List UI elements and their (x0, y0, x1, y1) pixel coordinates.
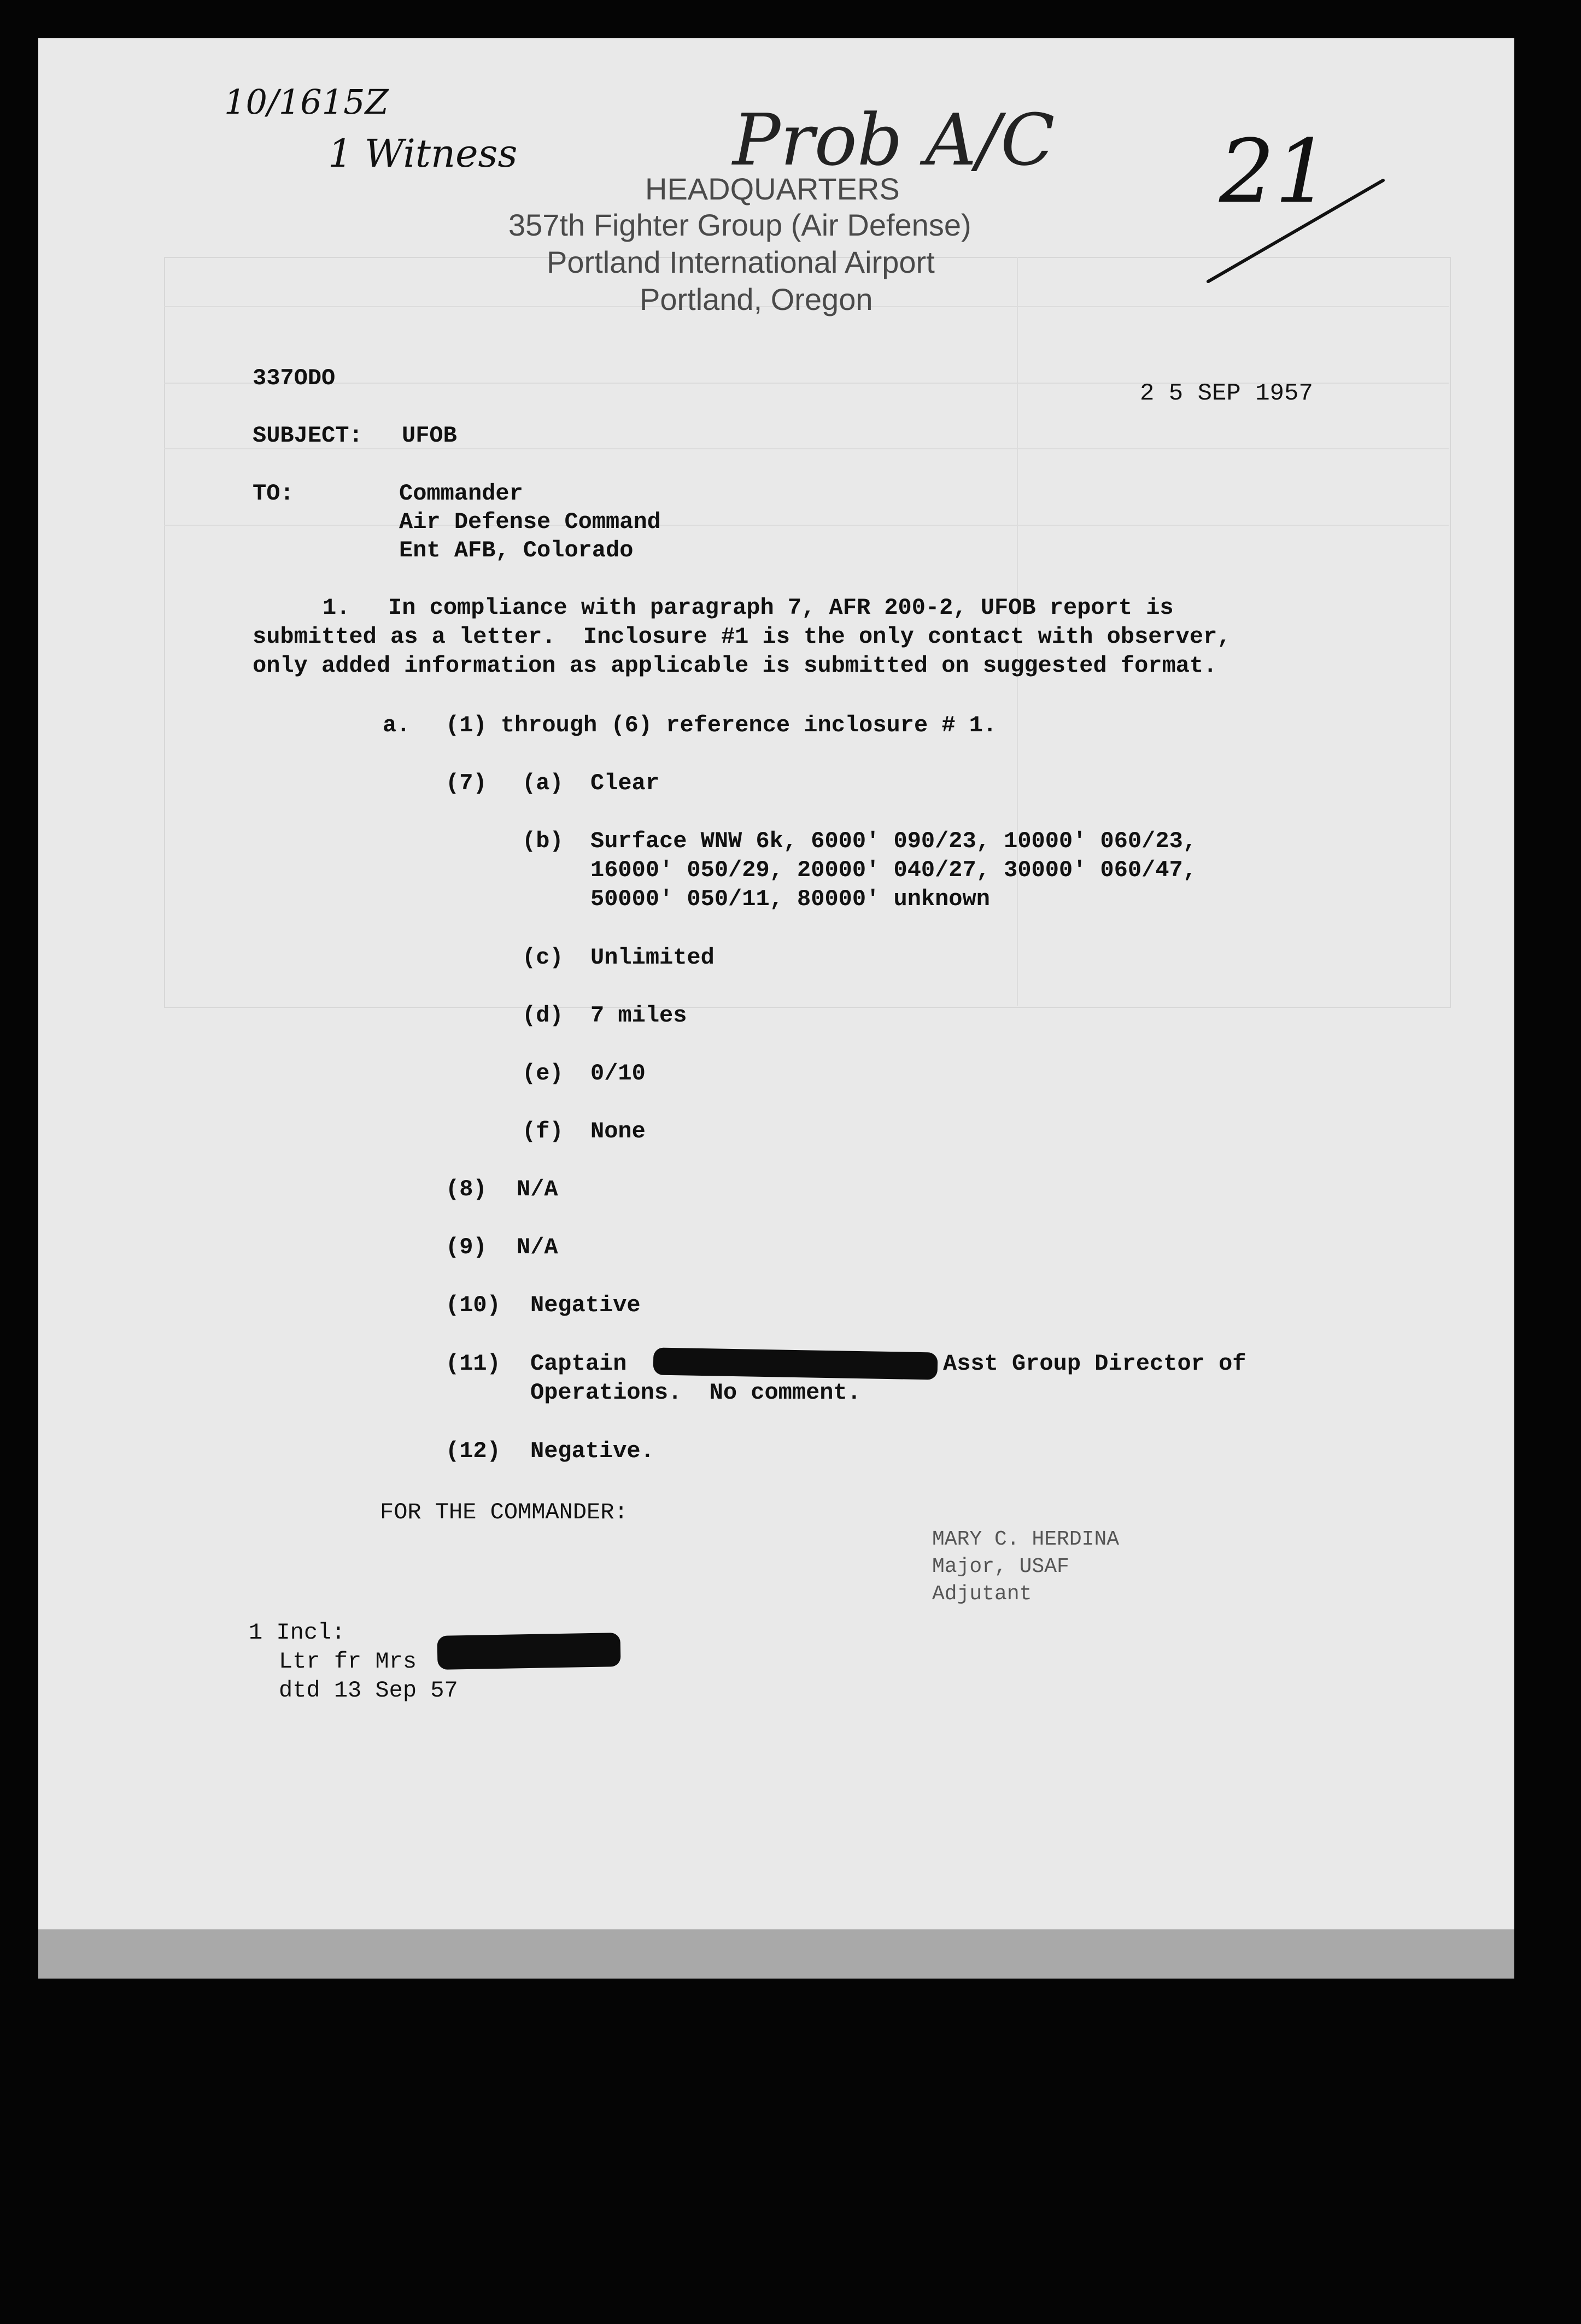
date-stamp: 2 5 SEP 1957 (1140, 380, 1313, 407)
page-shadow-edge (38, 1929, 1514, 1979)
letterhead-line-4: Portland, Oregon (640, 282, 873, 316)
subitem-label: (a) (522, 770, 564, 796)
handwritten-slash-mark (1203, 164, 1410, 290)
handwritten-ref-number: 10/1615Z (224, 82, 389, 122)
inclosure-line: dtd 13 Sep 57 (279, 1677, 458, 1704)
paragraph-line: only added information as applicable is submitted on suggested format. (253, 653, 1217, 679)
handwritten-page-number: 21 (1219, 120, 1331, 222)
item-a-label: a. (383, 712, 411, 738)
subitem-text: 7 miles (590, 1002, 687, 1029)
letterhead-line-2: 357th Fighter Group (Air Defense) (508, 208, 971, 242)
signer-title: Adjutant (932, 1582, 1032, 1606)
item-text: Captain (530, 1351, 641, 1377)
subitem-text: Clear (590, 770, 660, 796)
item-a-text: (1) through (6) reference inclosure # 1. (446, 712, 997, 738)
item-text: Negative. (530, 1438, 654, 1464)
subitem-label: (e) (522, 1060, 564, 1087)
subitem-text: None (590, 1118, 646, 1145)
subject-label: SUBJECT: (253, 422, 363, 449)
for-commander: FOR THE COMMANDER: (380, 1499, 628, 1525)
inclosure-label: 1 Incl: (249, 1619, 346, 1646)
handwritten-witness-note: 1 Witness (328, 131, 518, 176)
signer-rank: Major, USAF (932, 1555, 1069, 1578)
item-text: Asst Group Director of (943, 1351, 1246, 1377)
item-text: N/A (517, 1176, 558, 1202)
subject-value: UFOB (402, 422, 457, 449)
paragraph-line: submitted as a letter. Inclosure #1 is the only contact with observer, (253, 624, 1231, 650)
subitem-label: (b) (522, 828, 564, 854)
subitem-text: 50000' 050/11, 80000' unknown (590, 886, 990, 912)
item-label: (10) (446, 1292, 501, 1318)
subitem-text: Unlimited (590, 944, 715, 971)
file-code: 337ODO (253, 365, 336, 391)
to-line: Ent AFB, Colorado (399, 537, 634, 564)
item-label: (8) (446, 1176, 487, 1202)
handwritten-annotation: Prob A/C (733, 98, 1055, 181)
item-label: (11) (446, 1351, 501, 1377)
subitem-text: 16000' 050/29, 20000' 040/27, 30000' 060/47, (590, 857, 1197, 883)
subitem-label: (d) (522, 1002, 564, 1029)
letterhead-line-3: Portland International Airport (547, 245, 935, 279)
subitem-text: Surface WNW 6k, 6000' 090/23, 10000' 060/23, (590, 828, 1197, 854)
subitem-label: (f) (522, 1118, 564, 1145)
redaction-bar (437, 1633, 620, 1670)
to-line: Air Defense Command (399, 509, 661, 535)
subitem-label: (c) (522, 944, 564, 971)
redaction-bar (653, 1347, 938, 1380)
item-label: (7) (446, 770, 487, 796)
to-line: Commander (399, 480, 523, 507)
inclosure-line: Ltr fr Mrs (279, 1648, 417, 1675)
item-label: (9) (446, 1234, 487, 1260)
bleed-through-rule (164, 525, 1449, 526)
item-text: N/A (517, 1234, 558, 1260)
letterhead-line-1: HEADQUARTERS (645, 172, 900, 206)
paragraph-line: In compliance with paragraph 7, AFR 200-2, UFOB report is (388, 595, 1174, 621)
signer-name: MARY C. HERDINA (932, 1528, 1120, 1551)
item-label: (12) (446, 1438, 501, 1464)
to-label: TO: (253, 480, 294, 507)
item-text: Negative (530, 1292, 641, 1318)
subitem-text: 0/10 (590, 1060, 646, 1087)
item-text: Operations. No comment. (530, 1380, 861, 1406)
paragraph-number: 1. (323, 595, 350, 621)
